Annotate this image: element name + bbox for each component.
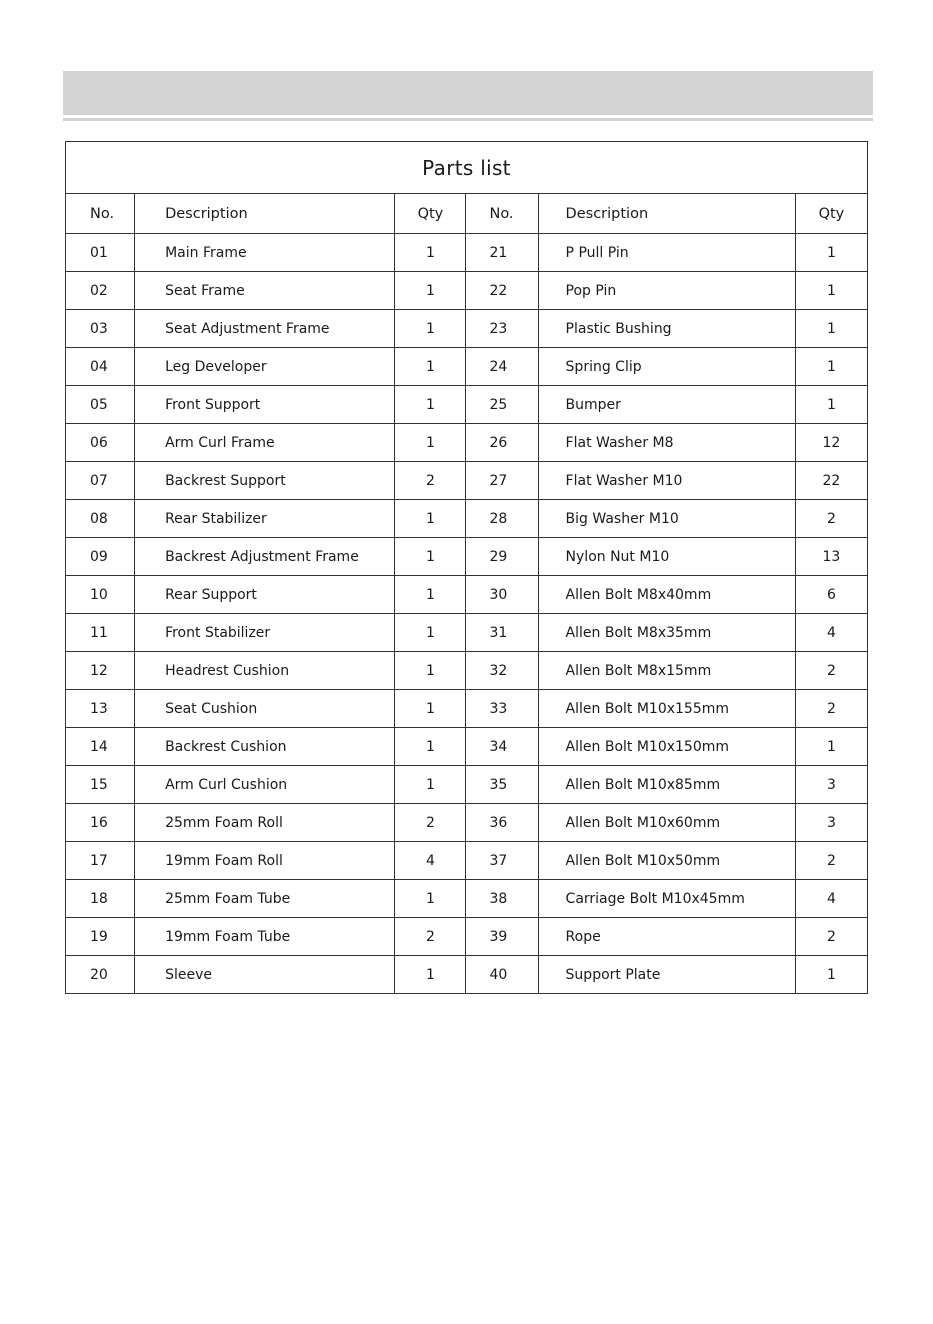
table-row xyxy=(66,272,868,310)
part-number: 11 xyxy=(66,614,135,652)
part-description: Allen Bolt M10x150mm xyxy=(538,728,795,766)
table-row xyxy=(66,424,868,462)
part-description: Headrest Cushion xyxy=(135,652,395,690)
column-header-qty: Qty xyxy=(795,194,867,234)
part-number: 25 xyxy=(466,386,538,424)
part-description: Seat Frame xyxy=(135,272,395,310)
part-number: 29 xyxy=(466,538,538,576)
table-row xyxy=(66,538,868,576)
part-description: Plastic Bushing xyxy=(538,310,795,348)
part-description: Nylon Nut M10 xyxy=(538,538,795,576)
part-number: 08 xyxy=(66,500,135,538)
part-number: 04 xyxy=(66,348,135,386)
part-quantity: 1 xyxy=(395,880,466,918)
part-description: 19mm Foam Roll xyxy=(135,842,395,880)
header-band xyxy=(63,71,873,115)
part-description: Allen Bolt M10x85mm xyxy=(538,766,795,804)
part-number: 24 xyxy=(466,348,538,386)
part-description: Allen Bolt M10x60mm xyxy=(538,804,795,842)
part-quantity: 1 xyxy=(395,766,466,804)
part-quantity: 1 xyxy=(395,728,466,766)
part-description: Backrest Adjustment Frame xyxy=(135,538,395,576)
part-number: 31 xyxy=(466,614,538,652)
part-description: Seat Adjustment Frame xyxy=(135,310,395,348)
table-row xyxy=(66,766,868,804)
part-number: 09 xyxy=(66,538,135,576)
part-quantity: 1 xyxy=(395,956,466,994)
part-quantity: 2 xyxy=(795,918,867,956)
part-number: 20 xyxy=(66,956,135,994)
part-quantity: 1 xyxy=(395,690,466,728)
table-row xyxy=(66,500,868,538)
column-header-description: Description xyxy=(135,194,395,234)
part-number: 35 xyxy=(466,766,538,804)
part-number: 06 xyxy=(66,424,135,462)
column-header-qty: Qty xyxy=(395,194,466,234)
part-description: Spring Clip xyxy=(538,348,795,386)
part-number: 26 xyxy=(466,424,538,462)
part-quantity: 2 xyxy=(395,462,466,500)
part-number: 12 xyxy=(66,652,135,690)
part-quantity: 13 xyxy=(795,538,867,576)
part-quantity: 2 xyxy=(795,690,867,728)
part-number: 22 xyxy=(466,272,538,310)
part-quantity: 1 xyxy=(795,272,867,310)
table-row xyxy=(66,310,868,348)
part-number: 05 xyxy=(66,386,135,424)
part-quantity: 4 xyxy=(795,880,867,918)
part-quantity: 3 xyxy=(795,766,867,804)
part-description: Allen Bolt M10x50mm xyxy=(538,842,795,880)
part-number: 21 xyxy=(466,234,538,272)
part-number: 02 xyxy=(66,272,135,310)
table-row xyxy=(66,728,868,766)
part-description: Allen Bolt M8x40mm xyxy=(538,576,795,614)
part-number: 19 xyxy=(66,918,135,956)
part-description: 19mm Foam Tube xyxy=(135,918,395,956)
part-quantity: 2 xyxy=(795,500,867,538)
part-quantity: 1 xyxy=(395,234,466,272)
part-quantity: 6 xyxy=(795,576,867,614)
column-header-no: No. xyxy=(66,194,135,234)
part-description: Leg Developer xyxy=(135,348,395,386)
part-quantity: 1 xyxy=(395,538,466,576)
part-description: Front Support xyxy=(135,386,395,424)
part-description: Pop Pin xyxy=(538,272,795,310)
part-number: 36 xyxy=(466,804,538,842)
part-description: Big Washer M10 xyxy=(538,500,795,538)
part-number: 15 xyxy=(66,766,135,804)
part-number: 13 xyxy=(66,690,135,728)
part-quantity: 22 xyxy=(795,462,867,500)
part-number: 34 xyxy=(466,728,538,766)
part-description: Backrest Cushion xyxy=(135,728,395,766)
part-description: Flat Washer M10 xyxy=(538,462,795,500)
part-description: 25mm Foam Roll xyxy=(135,804,395,842)
part-number: 18 xyxy=(66,880,135,918)
part-description: Allen Bolt M10x155mm xyxy=(538,690,795,728)
part-quantity: 2 xyxy=(795,652,867,690)
part-description: Backrest Support xyxy=(135,462,395,500)
part-description: P Pull Pin xyxy=(538,234,795,272)
part-quantity: 1 xyxy=(395,576,466,614)
part-description: Allen Bolt M8x15mm xyxy=(538,652,795,690)
table-row xyxy=(66,880,868,918)
part-quantity: 1 xyxy=(395,386,466,424)
table-row xyxy=(66,956,868,994)
table-row xyxy=(66,842,868,880)
table-row xyxy=(66,348,868,386)
table-row xyxy=(66,462,868,500)
part-description: 25mm Foam Tube xyxy=(135,880,395,918)
part-quantity: 1 xyxy=(395,348,466,386)
header-row xyxy=(66,194,868,234)
part-description: Arm Curl Frame xyxy=(135,424,395,462)
part-number: 17 xyxy=(66,842,135,880)
part-number: 33 xyxy=(466,690,538,728)
part-number: 37 xyxy=(466,842,538,880)
part-number: 16 xyxy=(66,804,135,842)
table-row xyxy=(66,386,868,424)
part-quantity: 1 xyxy=(795,310,867,348)
part-description: Rope xyxy=(538,918,795,956)
part-number: 39 xyxy=(466,918,538,956)
column-header-no: No. xyxy=(466,194,538,234)
part-quantity: 1 xyxy=(395,500,466,538)
part-quantity: 1 xyxy=(395,424,466,462)
part-number: 07 xyxy=(66,462,135,500)
table-row xyxy=(66,918,868,956)
table-row xyxy=(66,690,868,728)
part-description: Bumper xyxy=(538,386,795,424)
part-number: 23 xyxy=(466,310,538,348)
part-number: 01 xyxy=(66,234,135,272)
part-number: 38 xyxy=(466,880,538,918)
header-rule xyxy=(63,118,873,121)
column-header-description: Description xyxy=(538,194,795,234)
table-title: Parts list xyxy=(66,142,868,194)
part-description: Front Stabilizer xyxy=(135,614,395,652)
part-description: Rear Stabilizer xyxy=(135,500,395,538)
table-row xyxy=(66,614,868,652)
part-description: Sleeve xyxy=(135,956,395,994)
part-quantity: 2 xyxy=(795,842,867,880)
part-description: Carriage Bolt M10x45mm xyxy=(538,880,795,918)
table-row xyxy=(66,234,868,272)
part-quantity: 2 xyxy=(395,804,466,842)
table-row xyxy=(66,652,868,690)
part-description: Flat Washer M8 xyxy=(538,424,795,462)
part-quantity: 1 xyxy=(395,272,466,310)
part-description: Support Plate xyxy=(538,956,795,994)
part-description: Arm Curl Cushion xyxy=(135,766,395,804)
part-number: 10 xyxy=(66,576,135,614)
parts-body xyxy=(66,234,868,994)
part-description: Allen Bolt M8x35mm xyxy=(538,614,795,652)
part-quantity: 1 xyxy=(395,614,466,652)
part-description: Seat Cushion xyxy=(135,690,395,728)
part-number: 27 xyxy=(466,462,538,500)
part-description: Rear Support xyxy=(135,576,395,614)
part-quantity: 12 xyxy=(795,424,867,462)
part-number: 03 xyxy=(66,310,135,348)
part-number: 40 xyxy=(466,956,538,994)
part-quantity: 1 xyxy=(795,728,867,766)
part-quantity: 2 xyxy=(395,918,466,956)
part-quantity: 3 xyxy=(795,804,867,842)
part-number: 28 xyxy=(466,500,538,538)
table-row xyxy=(66,804,868,842)
part-quantity: 1 xyxy=(395,652,466,690)
part-quantity: 4 xyxy=(795,614,867,652)
part-quantity: 1 xyxy=(795,234,867,272)
part-quantity: 1 xyxy=(795,956,867,994)
part-number: 32 xyxy=(466,652,538,690)
part-quantity: 1 xyxy=(795,386,867,424)
part-description: Main Frame xyxy=(135,234,395,272)
part-number: 14 xyxy=(66,728,135,766)
parts-list-table xyxy=(65,141,868,994)
part-quantity: 4 xyxy=(395,842,466,880)
part-quantity: 1 xyxy=(395,310,466,348)
part-number: 30 xyxy=(466,576,538,614)
table-row xyxy=(66,576,868,614)
part-quantity: 1 xyxy=(795,348,867,386)
